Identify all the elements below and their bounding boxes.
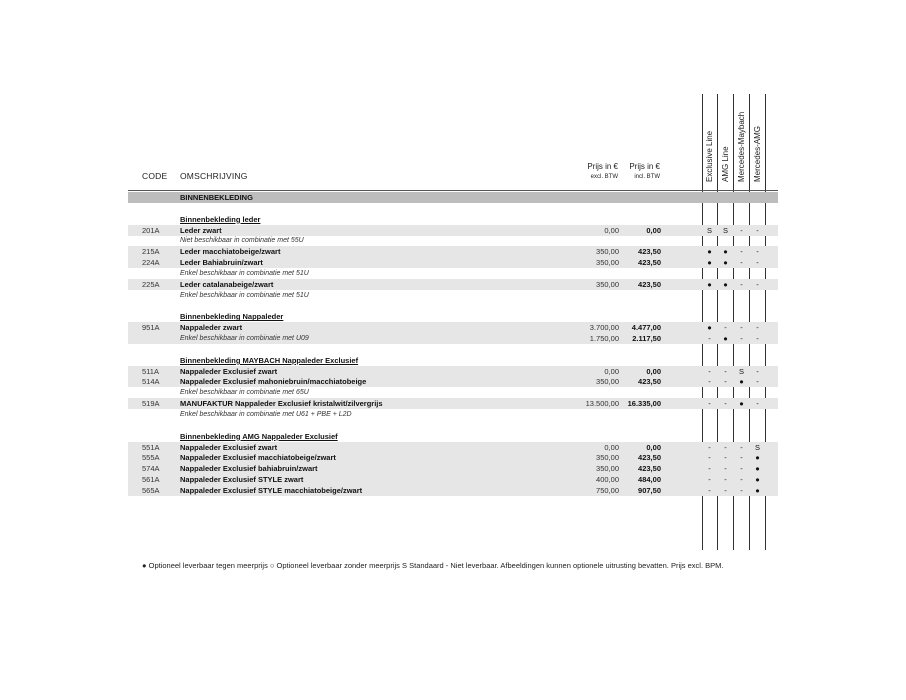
availability-mark: ● [755,453,760,463]
option-description: Nappaleder Exclusief STYLE macchiatobeige/zwart [180,485,363,495]
price-incl-vat: 423,50 [638,258,661,268]
price-excl-vat: 350,00 [596,247,619,257]
price-excl-vat: 350,00 [596,377,619,387]
availability-mark: - [740,485,743,495]
price-excl-label: Prijs in € [587,162,618,171]
price-incl-vat: 0,00 [646,225,661,235]
availability-mark: - [756,279,759,289]
option-row [128,246,778,257]
availability-mark: - [724,377,727,387]
option-code: 561A [142,475,160,485]
option-row [128,257,778,268]
option-description: Nappaleder zwart [180,323,243,333]
group-title: Binnenbekleding leder [180,214,261,224]
availability-mark: - [756,258,759,268]
price-incl-vat: 423,50 [638,464,661,474]
availability-mark: - [740,279,743,289]
availability-mark: S [754,442,760,452]
price-incl-vat: 423,50 [638,377,661,387]
price-excl-vat: 0,00 [604,442,619,452]
option-row [128,398,778,409]
availability-mark: ● [739,399,744,409]
spacer-row [128,344,778,355]
price-excl-vat: 350,00 [596,453,619,463]
option-description: Leder macchiatobeige/zwart [180,247,281,257]
price-incl-vat: 0,00 [646,442,661,452]
availability-mark: - [708,399,711,409]
option-code: 951A [142,323,160,333]
availability-mark: - [756,247,759,257]
availability-mark: ● [739,377,744,387]
option-description: Nappaleder Exclusief bahiabruin/zwart [180,464,318,474]
legend-footer: ● Optioneel leverbaar tegen meerprijs ○ Optioneel leverbaar zonder meerprijs S Standaard - Niet leverbaar. Afbeeldingen kunnen optionele uitrusting bevatten. Prijs excl. BPM. [142,561,724,570]
option-description: Nappaleder Exclusief zwart [180,366,278,376]
availability-mark: - [740,475,743,485]
price-excl-vat: 400,00 [596,475,619,485]
option-row [128,485,778,496]
spacer-row [128,420,778,431]
column-title-exclusive-line: Exclusive Line [705,130,714,182]
price-incl-vat: 2.117,50 [632,334,661,343]
option-description: Leder zwart [180,225,222,235]
availability-mark: - [724,323,727,333]
price-excl-vat: 3.700,00 [589,323,619,333]
availability-mark: S [722,225,728,235]
availability-mark: - [708,442,711,452]
group-heading-row [128,311,778,322]
price-incl-vat: 907,50 [638,485,661,495]
availability-mark: - [708,453,711,463]
option-note: Enkel beschikbaar in combinatie met 65U [180,389,309,397]
availability-mark: - [740,334,743,343]
spacer-row [128,301,778,312]
availability-mark: ● [707,258,712,268]
availability-mark: - [724,442,727,452]
section-row [128,192,778,203]
note-row [128,268,778,279]
price-excl-vat: 350,00 [596,279,619,289]
availability-mark: - [708,485,711,495]
price-incl-vat: 0,00 [646,366,661,376]
option-description: MANUFAKTUR Nappaleder Exclusief kristalwit/zilvergrijs [180,399,383,409]
option-note: Enkel beschikbaar in combinatie met U09 [180,335,309,342]
option-code: 514A [142,377,160,387]
availability-mark: - [708,334,711,343]
option-code: 574A [142,464,160,474]
price-incl-vat: 484,00 [638,475,661,485]
price-incl-header [629,161,660,183]
availability-mark: - [756,399,759,409]
availability-mark: - [724,399,727,409]
option-description: Leder catalanabeige/zwart [180,279,274,289]
option-code: 551A [142,442,160,452]
availability-mark: - [708,366,711,376]
note-row [128,290,778,301]
note-row [128,387,778,398]
group-heading-row [128,431,778,442]
price-excl-vat: 1.750,00 [589,334,619,343]
availability-mark: - [756,377,759,387]
availability-mark: - [724,453,727,463]
price-excl-vat: 750,00 [596,485,619,495]
option-code: 519A [142,399,160,409]
availability-mark: ● [755,464,760,474]
option-code: 201A [142,225,160,235]
option-code: 224A [142,258,160,268]
option-code: 225A [142,279,160,289]
note-row [128,409,778,420]
option-note: Enkel beschikbaar in combinatie met 51U [180,291,309,299]
availability-mark: - [724,366,727,376]
option-row [128,225,778,236]
column-title-mercedes-maybach: Mercedes-Maybach [737,111,746,182]
price-incl-label: Prijs in € [629,162,660,171]
option-row [128,452,778,463]
price-incl-vat: 423,50 [638,279,661,289]
availability-mark: - [708,475,711,485]
option-description: Leder Bahiabruin/zwart [180,258,263,268]
availability-mark: ● [723,258,728,268]
note-row [128,333,778,344]
group-title: Binnenbekleding MAYBACH Nappaleder Exclusief [180,355,359,365]
code-header: CODE [142,171,168,181]
price-excl-header [587,161,618,183]
availability-mark: - [708,464,711,474]
availability-mark: - [756,366,759,376]
availability-mark: - [724,475,727,485]
option-row [128,366,778,377]
availability-mark: ● [723,334,728,343]
option-row [128,463,778,474]
option-note: Niet beschikbaar in combinatie met 55U [180,237,304,245]
group-heading-row [128,355,778,366]
availability-mark: ● [707,323,712,333]
option-row [128,279,778,290]
availability-mark: S [706,225,712,235]
option-code: 215A [142,247,160,257]
availability-mark: - [740,453,743,463]
price-incl-vat: 16.335,00 [627,399,661,409]
availability-mark: ● [707,279,712,289]
price-excl-vat: 13.500,00 [585,399,619,409]
availability-mark: - [756,323,759,333]
availability-mark: ● [723,279,728,289]
option-row [128,442,778,453]
availability-mark: ● [723,247,728,257]
note-row [128,235,778,246]
price-incl-vat: 423,50 [638,453,661,463]
price-incl-vat: 4.477,00 [631,323,661,333]
option-description: Nappaleder Exclusief mahoniebruin/macchiatobeige [180,377,367,387]
availability-mark: ● [755,475,760,485]
price-excl-vat: 0,00 [604,225,619,235]
description-header: OMSCHRIJVING [180,171,248,181]
availability-mark: - [724,464,727,474]
availability-mark: - [724,485,727,495]
option-note: Enkel beschikbaar in combinatie met U61 + PBE + L2D [180,411,352,418]
option-row [128,322,778,333]
availability-mark: ● [755,485,760,495]
option-code: 555A [142,453,160,463]
group-title: Binnenbekleding Nappaleder [180,312,284,322]
availability-mark: - [756,225,759,235]
spacer-row [128,203,778,214]
option-row [128,474,778,485]
column-title-amg-line: AMG Line [721,146,730,182]
section-title: BINNENBEKLEDING [180,193,253,202]
availability-mark: - [740,225,743,235]
price-excl-vat: 350,00 [596,258,619,268]
column-title-mercedes-amg: Mercedes-AMG [753,125,762,182]
price-incl-vat: 423,50 [638,247,661,257]
availability-mark: - [740,323,743,333]
option-description: Nappaleder Exclusief macchiatobeige/zwart [180,453,336,463]
availability-mark: - [740,464,743,474]
option-code: 565A [142,485,160,495]
price-excl-sub: excl. BTW [590,174,618,180]
price-excl-vat: 350,00 [596,464,619,474]
option-description: Nappaleder Exclusief zwart [180,442,278,452]
option-description: Nappaleder Exclusief STYLE zwart [180,475,304,485]
price-incl-sub: incl. BTW [634,174,660,180]
group-heading-row [128,214,778,225]
availability-mark: ● [707,247,712,257]
option-code: 511A [142,366,159,376]
availability-mark: - [756,334,759,343]
price-excl-vat: 0,00 [604,366,619,376]
option-row [128,376,778,387]
group-title: Binnenbekleding AMG Nappaleder Exclusief [180,431,338,441]
header-rule [128,190,778,191]
availability-mark: - [740,258,743,268]
availability-mark: - [740,247,743,257]
availability-mark: - [740,442,743,452]
availability-mark: S [738,366,744,376]
option-note: Enkel beschikbaar in combinatie met 51U [180,269,309,277]
availability-mark: - [708,377,711,387]
